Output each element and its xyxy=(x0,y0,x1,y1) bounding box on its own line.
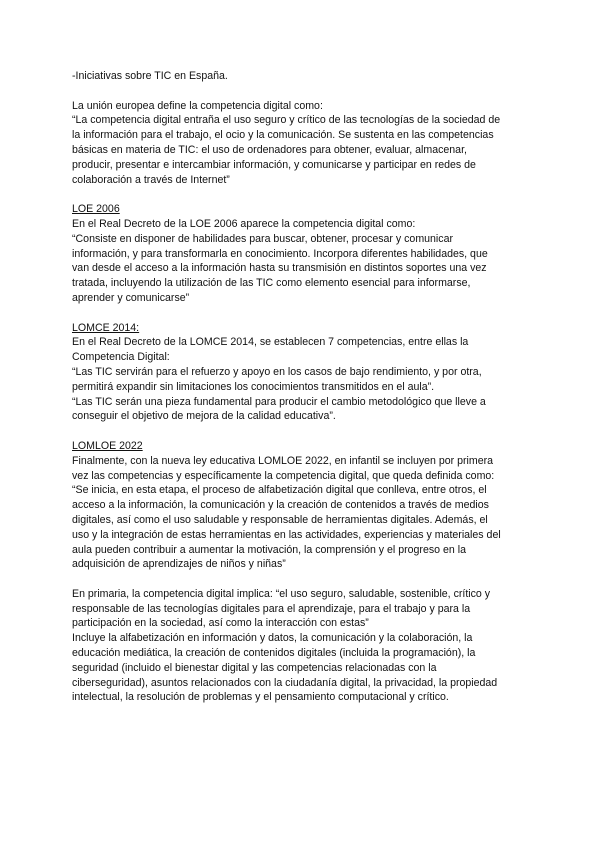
primaria-line: responsable de las tecnologías digitales para el aprendizaje, para el trabajo y para la xyxy=(72,602,471,615)
eu-quote-line: la información para el trabajo, el ocio y la comunicación. Se sustenta en las competencias xyxy=(72,129,494,142)
spacer xyxy=(72,572,532,587)
lomce-line: permitirá expandir sin limitaciones los conocimientos transmitidos en el aula”. xyxy=(72,380,435,393)
lomce-line: Competencia Digital: xyxy=(72,351,170,364)
eu-intro: La unión europea define la competencia digital como: xyxy=(72,99,323,112)
primaria-line: ciberseguridad), asuntos relacionados con la ciudadanía digital, la privacidad, la propiedad xyxy=(72,676,498,689)
lomce-title: LOMCE 2014: xyxy=(72,321,140,334)
lomloe-line: adquisición de aprendizajes de niños y niñas” xyxy=(72,558,286,571)
eu-quote-line: básicas en materia de TIC: el uso de ordenadores para obtener, evaluar, almacenar, xyxy=(72,143,467,156)
document-heading: -Iniciativas sobre TIC en España. xyxy=(72,70,228,82)
lomloe-line: vez las competencias y específicamente la competencia digital, que queda definida como: xyxy=(72,469,495,482)
spacer xyxy=(72,306,532,321)
spacer xyxy=(72,84,532,99)
primaria-line: educación mediática, la creación de contenidos digitales (incluida la programación), la xyxy=(72,647,476,660)
loe-line: tratada, incluyendo la utilización de las TIC como elemento esencial para informarse, xyxy=(72,277,471,290)
lomloe-line: Finalmente, con la nueva ley educativa LOMLOE 2022, en infantil se incluyen por primera xyxy=(72,454,494,467)
primaria-line: Incluye la alfabetización en información y datos, la comunicación y la colaboración, la xyxy=(72,632,473,645)
lomloe-title: LOMLOE 2022 xyxy=(72,439,143,452)
loe-line: información, y para transformarla en conocimiento. Incorpora diferentes habilidades, que xyxy=(72,247,488,260)
lomloe-line: digitales, así como el uso saludable y responsable de herramientas digitales. Además, el xyxy=(72,513,488,526)
primaria-line: seguridad (incluido el bienestar digital y las competencias relacionadas con la xyxy=(72,661,437,674)
loe-line: aprender y comunicarse” xyxy=(72,291,190,304)
lomce-line: En el Real Decreto de la LOMCE 2014, se establecen 7 competencias, entre ellas la xyxy=(72,336,469,349)
spacer xyxy=(72,424,532,439)
loe-line: van desde el acceso a la información hasta su transmisión en distintos soportes una vez xyxy=(72,262,487,275)
primaria-line: intelectual, la resolución de problemas y el pensamiento computacional y crítico. xyxy=(72,691,449,704)
lomloe-line: aula pueden contribuir a aumentar la motivación, la comprensión y el progreso en la xyxy=(72,543,466,556)
loe-line: En el Real Decreto de la LOE 2006 aparece la competencia digital como: xyxy=(72,217,416,230)
primaria-line: En primaria, la competencia digital implica: “el uso seguro, saludable, sostenible, crítico y xyxy=(72,587,491,600)
eu-quote-line: “La competencia digital entraña el uso seguro y crítico de las tecnologías de la sociedad de xyxy=(72,114,501,127)
lomce-line: “Las TIC servirán para el refuerzo y apoyo en los casos de bajo rendimiento, y por otra, xyxy=(72,365,482,378)
eu-quote-line: producir, presentar e intercambiar información, y comunicarse y participar en redes de xyxy=(72,158,476,171)
eu-quote-line: colaboración a través de Internet” xyxy=(72,173,230,186)
loe-line: “Consiste en disponer de habilidades para buscar, obtener, procesar y comunicar xyxy=(72,232,454,245)
document-page xyxy=(72,69,532,705)
lomloe-line: “Se inicia, en esta etapa, el proceso de alfabetización digital que conlleva, entre otros, el xyxy=(72,484,487,497)
loe-title: LOE 2006 xyxy=(72,203,120,216)
lomloe-line: acceso a la información, la comunicación y la creación de contenidos a través de medios xyxy=(72,499,489,512)
lomloe-line: uso y la integración de estas herramientas en las actividades, experiencias y materiales del xyxy=(72,528,501,541)
spacer xyxy=(72,187,532,202)
primaria-line: participación en la sociedad, así como la interacción con estas” xyxy=(72,617,369,630)
lomce-line: “Las TIC serán una pieza fundamental para producir el cambio metodológico que lleve a xyxy=(72,395,486,408)
lomce-line: conseguir el objetivo de mejora de la calidad educativa”. xyxy=(72,410,336,423)
